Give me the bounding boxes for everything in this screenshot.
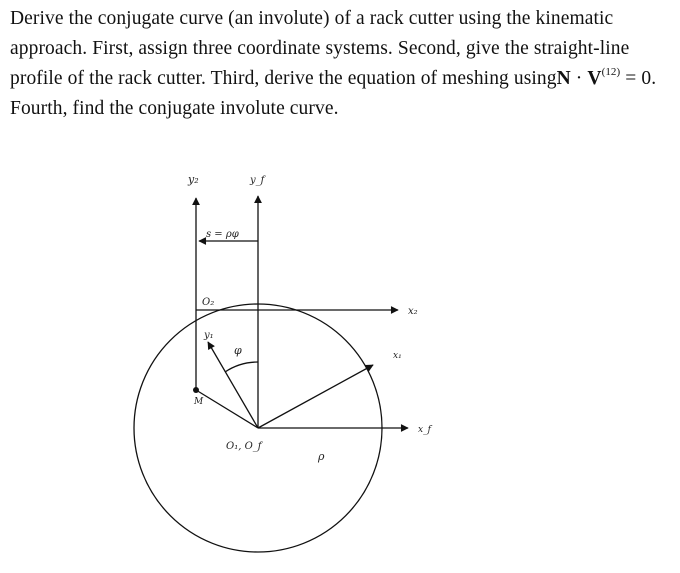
label-phi: φ [234,344,242,357]
problem-line-3-text: profile of the rack cutter. Third, derive the equation of meshing using [10,68,557,89]
label-O1-Of: O₁, O_f [226,441,262,452]
label-O2: O₂ [202,297,215,308]
label-xf: x_f [418,425,431,435]
problem-line-1: Derive the conjugate curve (an involute) of a rack cutter using the kinematic [10,8,614,29]
y1-axis [208,342,258,428]
problem-line-2: approach. First, assign three coordinate systems. Second, give the straight-line [10,38,630,59]
dot-operator: · [575,68,583,89]
problem-line-4: Fourth, find the conjugate involute curve. [10,98,339,119]
radius-line [196,390,258,428]
point-M [193,387,199,393]
phi-arc [225,362,258,372]
label-s-eq: s = ρφ [206,229,239,240]
x1-axis [258,365,373,428]
label-x1: x₁ [393,351,402,361]
equals-zero: = 0. [625,68,657,89]
label-y1: y₁ [204,330,214,341]
label-y2: y₂ [188,173,199,186]
label-M: M [194,397,204,407]
vector-V: V [587,68,602,89]
label-rho: ρ [318,450,325,463]
superscript-12: (12) [601,66,621,78]
vector-N: N [556,68,571,89]
label-x2: x₂ [408,306,418,317]
label-yf: y_f [250,175,265,186]
